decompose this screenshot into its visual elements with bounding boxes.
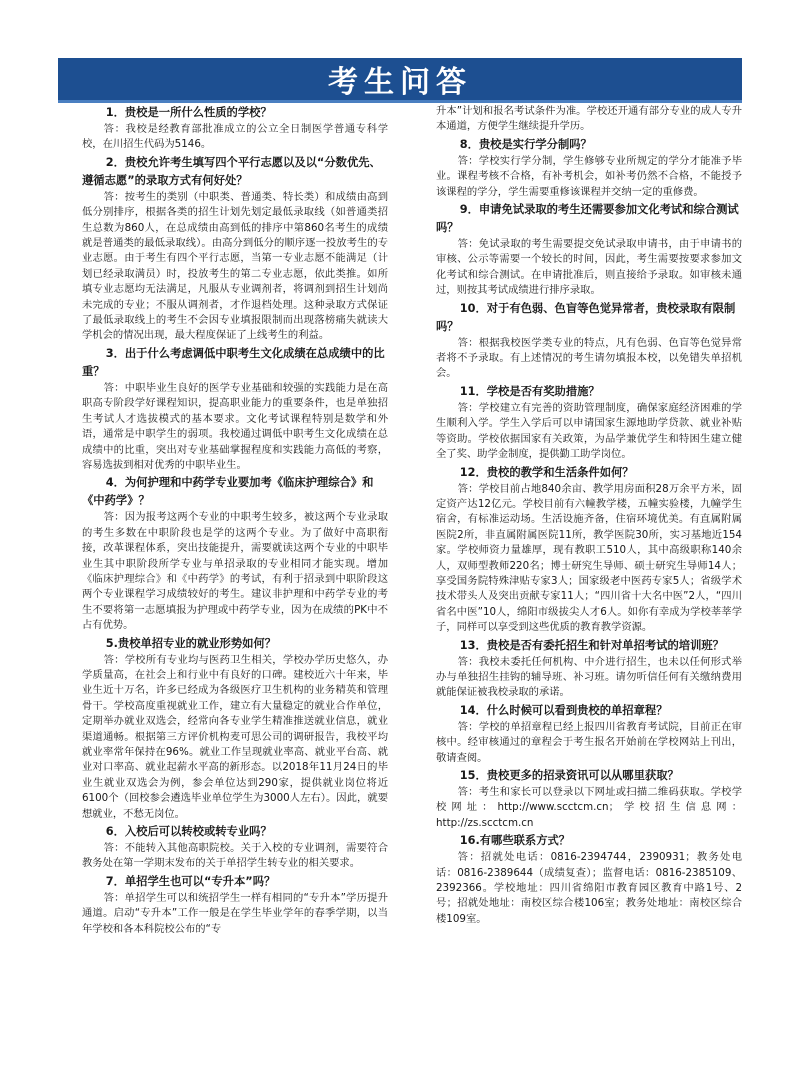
question: 9．申请免试录取的考生还需要参加文化考试和综合测试吗？ xyxy=(436,203,739,235)
left-column xyxy=(82,104,388,1074)
answer-continued: 升本”计划和报名考试条件为准。学校还开通有部分专业的成人专升本通道，方便学生继续提升学历。 xyxy=(436,105,742,133)
question: 6．入校后可以转校或转专业吗？ xyxy=(105,825,272,839)
answer: 答：根据我校医学类专业的特点，凡有色弱、色盲等色觉异常者将不予录取。有上述情况的考生请勿填报本校，以免错失单招机会。 xyxy=(436,336,742,380)
answer: 答：我校是经教育部批准成立的公立全日制医学普通专科学校，在川招生代码为5146。 xyxy=(82,123,388,151)
question: 15．贵校更多的招录资讯可以从哪里获取？ xyxy=(459,769,679,782)
answer: 答：单招学生可以和统招学生一样有相同的“专升本”学历提升通道。启动“专升本”工作一般是在学生毕业学年的春季学期，以当年学校和各本科院校公布的“专 xyxy=(82,891,388,935)
qa-item-12 xyxy=(436,464,742,636)
question: 10．对于有色弱、色盲等色觉异常者，贵校录取有限制吗？ xyxy=(436,301,736,333)
question: 8．贵校是实行学分制吗？ xyxy=(459,137,592,151)
question: 16.有哪些联系方式？ xyxy=(459,834,571,848)
question: 13．贵校是否有委托招生和针对单招考试的培训班？ xyxy=(459,638,724,652)
answer: 答：中职毕业生良好的医学专业基础和较强的实践能力是在高职高专阶段学好课程知识，提高职业能力的重要条件，也是单独招生考试人才选拔模式的基本要求。文化考试课程特别是数学和外语，通常是中职学生的弱项。我校通过调低中职考生文化成绩在总成绩中的比重，突出对专业基础掌握程度和实践能力高低的考察，容易选拔到相对优秀的中职毕业生。 xyxy=(82,381,388,471)
answer: 答：因为报考这两个专业的中职考生较多，被这两个专业录取的考生多数在中职阶段也是学的这两个专业。为了做好中高职衔接，改革课程体系，突出技能提升，需要就读这两个专业的中职毕业生其中职阶段所学专业与单招录取的专业相同才能实现。增加《临床护理综合》和《中药学》的考试，有利于招录到中职阶段这两个专业课程学习成绩较好的考生。建议非护理和中药学专业的考生不要将第一志愿填报为护理或中药学专业，因为在成绩的PK中不占有优势。 xyxy=(82,511,388,632)
qa-item-10 xyxy=(436,300,742,382)
answer: 答：考生和家长可以登录以下网址或扫描二维码获取。学校学校网址：http://www.scctcm.cn；学校招生信息网：http://zs.scctcm.cn xyxy=(436,786,742,829)
title-banner xyxy=(58,58,742,103)
answer: 答：不能转入其他高职院校。关于入校的专业调剂，需要符合教务处在第一学期末发布的关于单招学生转专业的相关要求。 xyxy=(82,842,388,870)
question: 3．出于什么考虑调低中职考生文化成绩在总成绩中的比重？ xyxy=(82,346,385,378)
qa-item-16 xyxy=(436,832,742,927)
answer: 答：我校未委托任何机构、中介进行招生，也未以任何形式举办与单独招生挂钩的辅导班、补习班。请勿听信任何有关缴纳费用就能保证被我校录取的承诺。 xyxy=(436,655,742,699)
answer: 答：免试录取的考生需要提交免试录取申请书，由于申请书的审核、公示等需要一个较长的时间，因此，考生需要按要求参加文化考试和综合测试。在申请批准后，则直接给予录取。如审核未通过，则按其考试成绩进行排序录取。 xyxy=(436,238,742,297)
answer: 答：学校建立有完善的资助管理制度，确保家庭经济困难的学生顺利入学。学生入学后可以申请国家生源地助学贷款、就业补贴等资助。学校依据国家有关政策，为品学兼优学生和特困生建立健全了奖、助学金制度，提供勤工助学岗位。 xyxy=(436,401,742,461)
answer: 答：学校目前占地840余亩、教学用房面积28万余平方米，固定资产达12亿元。学校目前有六幢教学楼，五幢实验楼，九幢学生宿舍，有标准运动场。生活设施齐备，住宿环境优美。有直属附属医院2所，非直属附属医院11所，教学医院30所，实习基地近154家。学校师资力量雄厚，现有教职工510人，其中高级职称140余人，双师型教师220名；博士研究生导师、硕士研究生导师14人；享受国务院特殊津贴专家3人；国家级老中医药专家5人；省级学术技术带头人及突出贡献专家11人；“四川省十大名中医”2人，“四川省名中医”10人，绵阳市级拔尖人才6人。如你有幸成为学校莘莘学子，同样可以享受到这些优质的教育教学资源。 xyxy=(436,482,742,634)
qa-columns xyxy=(82,104,742,1074)
qa-item-3 xyxy=(82,345,388,473)
qa-item-11 xyxy=(436,383,742,463)
qa-item-1 xyxy=(82,104,388,153)
question: 7．单招学生也可以“专升本”吗？ xyxy=(105,874,276,888)
qa-item-7-continued xyxy=(436,104,742,135)
question: 12．贵校的教学和生活条件如何？ xyxy=(459,465,634,479)
answer: 答：按考生的类别（中职类、普通类、特长类）和成绩由高到低分别排序，根据各类的招生计划先划定最低录取线（如普通类招生总数为860人，在总成绩由高到低的排序中第860名考生的成绩就是普通类的最低录取线）。由高分到低分的顺序逐一投放考生的专业志愿。由于考生有四个平行志愿，当第一专业志愿不能满足（计划已经录取满员）时，投放考生的第二专业志愿，依此类推。如所填专业志愿均无法满足，凡服从专业调剂者，将调剂到招生计划尚未完成的专业；不服从调剂者，才作退档处理。这种录取方式保证了最低录取线上的考生不会因专业填报限制而出现落榜痛失就读大学机会的情况出现，最大程度保证了上线考生的利益。 xyxy=(82,190,388,342)
answer: 答：学校所有专业均与医药卫生相关，学校办学历史悠久，办学质量高，在社会上和行业中有良好的口碑。建校近六十年来，毕业生近十万名，许多已经成为各级医疗卫生机构的业务精英和管理骨干。学校高度重视就业工作，建立有大量稳定的就业合作单位，定期举办就业双选会，经常向各专业学生精准推送就业信息，就业渠道通畅。根据第三方评价机构麦可思公司的调研报告，我校平均就业率常年保持在96%。就业工作呈现就业率高、就业平台高、就业对口率高、就业起薪水平高的新形态。以2018年11月24日的毕业生就业双选会为例，参会单位达到290家，提供就业岗位将近6100个（回校参会遴选毕业单位学生为3000人左右）。因此，就要想就业，不愁无岗位。 xyxy=(82,653,388,820)
answer: 答：学校的单招章程已经上报四川省教育考试院，目前正在审核中。经审核通过的章程会于考生报名开始前在学校网站上刊出，敬请查阅。 xyxy=(436,720,742,764)
answer: 答：学校实行学分制，学生修够专业所规定的学分才能准予毕业。课程考核不合格，有补考机会，如补考仍然不合格，不能授予该课程的学分，学生需要重修该课程并交纳一定的重修费。 xyxy=(436,154,742,198)
question: 4．为何护理和中药学专业要加考《临床护理综合》和《中药学》？ xyxy=(82,476,374,508)
qa-item-2 xyxy=(82,154,388,344)
qa-item-9 xyxy=(436,201,742,299)
question: 11．学校是否有奖助措施？ xyxy=(459,384,600,398)
qa-item-7 xyxy=(82,873,388,937)
qa-item-8 xyxy=(436,136,742,200)
qa-item-13 xyxy=(436,637,742,701)
qa-item-5 xyxy=(82,635,388,822)
answer: 答：招就处电话：0816-2394744，2390931；教务处电话：0816-2389644（成绩复查）；监督电话：0816-2385109、2392366。学校地址：四川省绵阳市教育园区教育中路1号、2号；招就处地址：南校区综合楼106室；教务处地址：南校区综合楼109室。 xyxy=(436,851,742,925)
qa-item-4 xyxy=(82,474,388,633)
qa-item-6 xyxy=(82,823,388,872)
qa-item-15 xyxy=(436,767,742,831)
page-title: 考生问答 xyxy=(328,65,472,100)
question: 1．贵校是一所什么性质的学校？ xyxy=(105,106,272,119)
qa-item-14 xyxy=(436,702,742,766)
question: 14．什么时候可以看到贵校的单招章程？ xyxy=(459,703,668,717)
right-column xyxy=(436,104,742,1074)
question: 5.贵校单招专业的就业形势如何？ xyxy=(105,636,277,650)
question: 2．贵校允许考生填写四个平行志愿以及以“分数优先、遵循志愿”的录取方式有何好处？ xyxy=(82,155,381,187)
